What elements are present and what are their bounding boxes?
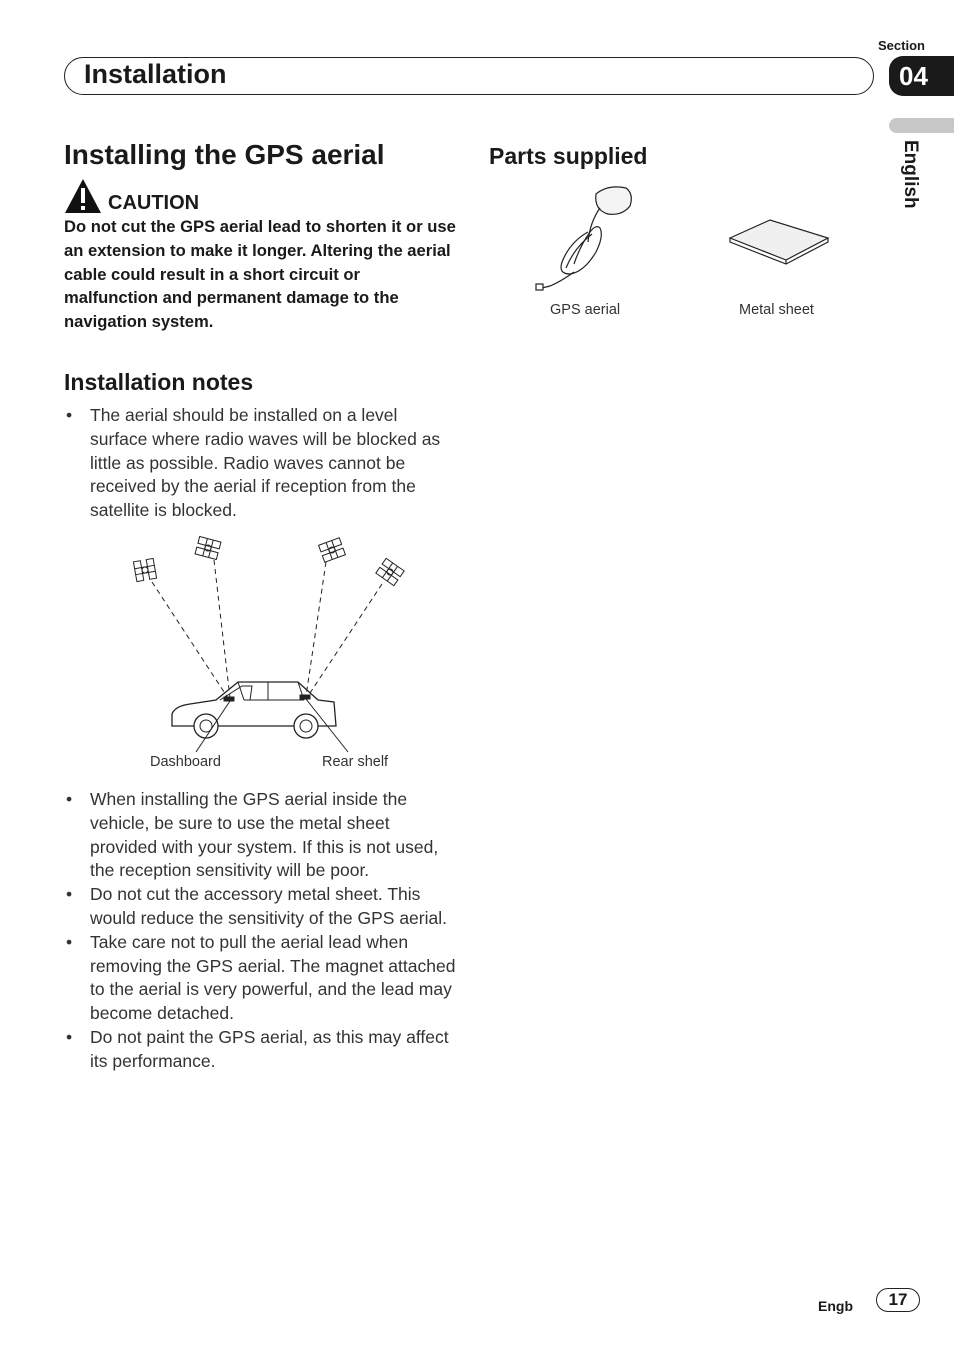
section-label: Section — [878, 38, 925, 53]
chapter-title: Installation — [84, 59, 227, 89]
section-number-tab: 04 — [889, 56, 954, 96]
satellite-icon — [319, 538, 346, 562]
list-item-text: The aerial should be installed on a level surface where radio waves will be blocked as little as possible. Radio waves cannot be received by the aerial if reception from the satellite is blocked. — [90, 405, 441, 521]
satellite-icon — [376, 558, 404, 585]
warning-triangle-icon — [64, 178, 102, 214]
installation-notes-heading: Installation notes — [64, 369, 254, 395]
language-label: English — [900, 140, 921, 209]
list-item: • The aerial should be installed on a level surface where radio waves will be blocked as little as possible. Radio waves cannot be received by the aerial if reception from the satellite is blocked. — [66, 405, 441, 521]
gps-aerial-illustration — [530, 182, 640, 302]
figure-label-dashboard: Dashboard — [150, 754, 221, 770]
satellite-reception-diagram — [120, 530, 430, 756]
satellite-icon — [195, 536, 221, 559]
notes-list-top — [64, 404, 456, 523]
notes-list-bottom — [64, 788, 456, 1074]
list-item: • Do not paint the GPS aerial, as this may affect its performance. — [66, 1026, 449, 1071]
list-item: • Take care not to pull the aerial lead when removing the GPS aerial. The magnet attached to the aerial is very powerful, and the lead may become detached. — [66, 931, 456, 1024]
footer-language-code: Engb — [818, 1298, 853, 1314]
list-item: • Do not cut the accessory metal sheet. This would reduce the sensitivity of the GPS aerial. — [66, 884, 447, 928]
caution-label: CAUTION — [108, 192, 200, 214]
satellite-icon — [133, 558, 156, 581]
caution-text: Do not cut the GPS aerial lead to shorten it or use an extension to make it longer. Altering the aerial cable could result in a short circuit or malfunction and permanent damage to the navigation system. — [64, 217, 456, 332]
part-label-gps-aerial: GPS aerial — [550, 302, 621, 318]
part-label-metal-sheet: Metal sheet — [739, 302, 814, 318]
metal-sheet-illustration — [722, 216, 834, 266]
list-item: • When installing the GPS aerial inside the vehicle, be sure to use the metal sheet provided with your system. If this is not used, the reception sensitivity will be poor. — [66, 789, 439, 881]
parts-supplied-heading: Parts supplied — [489, 143, 648, 169]
list-item-text: When installing the GPS aerial inside the vehicle, be sure to use the metal sheet provided with your system. If this is not used, the reception sensitivity will be poor. — [90, 789, 439, 881]
figure-label-rear-shelf: Rear shelf — [322, 754, 389, 770]
page-number: 17 — [876, 1288, 920, 1312]
list-item-text: Take care not to pull the aerial lead when removing the GPS aerial. The magnet attached to the aerial is very powerful, and the lead may become detached. — [90, 931, 456, 1024]
page-title: Installing the GPS aerial — [64, 139, 385, 170]
language-tab — [889, 118, 954, 133]
list-item-text: Do not paint the GPS aerial, as this may affect its performance. — [90, 1026, 449, 1071]
list-item-text: Do not cut the accessory metal sheet. This would reduce the sensitivity of the GPS aerial. — [90, 884, 447, 928]
